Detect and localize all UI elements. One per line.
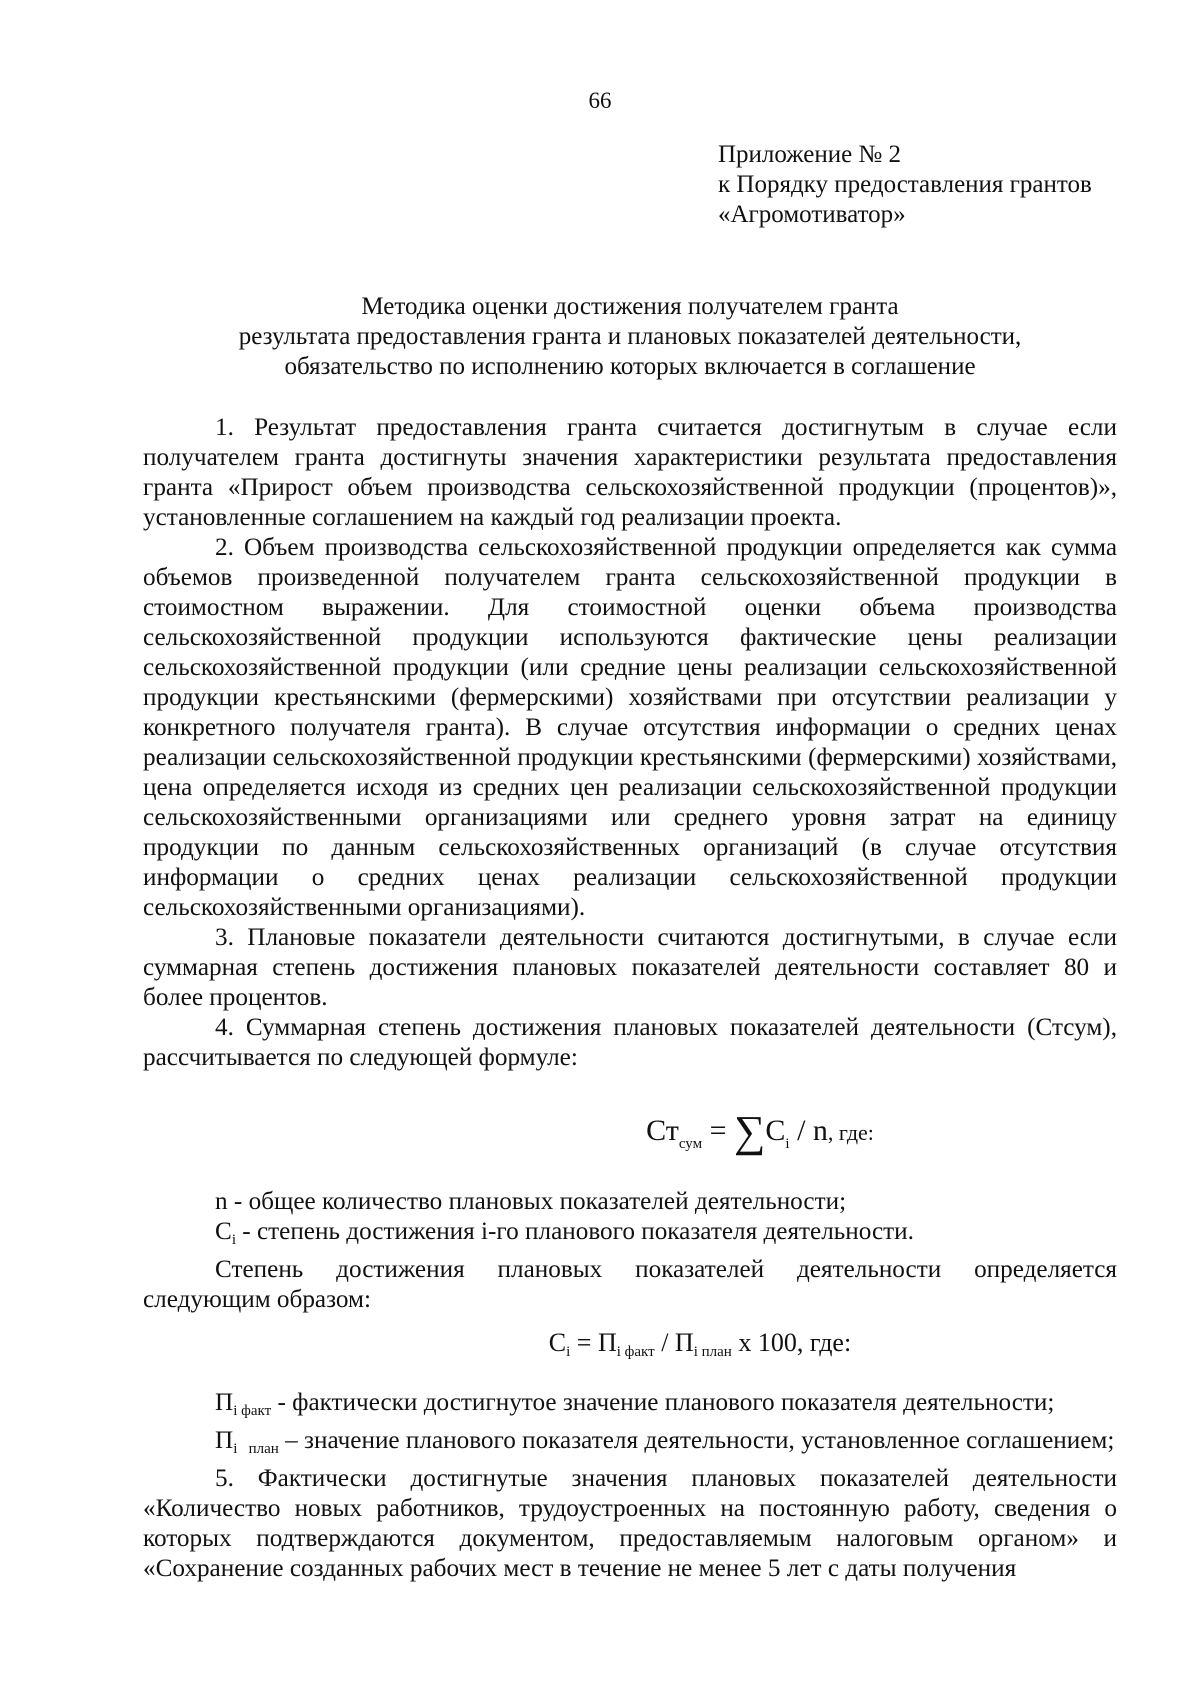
definition-plan (143, 1426, 1117, 1464)
appendix-line-1: Приложение № 2 (718, 141, 902, 168)
definition-plan-text: – значение планового показателя деятельности, установленное соглашением; (278, 1427, 1115, 1454)
ci-symbol-sub: i (231, 1232, 236, 1248)
paragraph-degree: Степень достижения плановых показателей деятельности определяется следующим образом: (143, 1256, 1117, 1313)
definition-fact (143, 1388, 1117, 1426)
p-fact-sub: i факт (233, 1403, 272, 1419)
title-line-2: результата предоставления гранта и плановых показателей деятельности, (238, 323, 1022, 350)
formula-2-rest: x 100, где: (731, 1328, 852, 1357)
document-body (143, 413, 1117, 1584)
formula-degree (143, 1325, 1117, 1370)
sigma-symbol: ∑ (734, 1107, 766, 1156)
formula-1-lhs: Ст (646, 1114, 679, 1147)
appendix-line-3: «Агромотиватор» (718, 201, 906, 228)
paragraph-3: 3. Плановые показатели деятельности считаются достигнутыми, в случае если суммарная степень достижения плановых показателей деятельности составляет 80 и более процентов. (143, 924, 1117, 1011)
appendix-header (718, 140, 1092, 230)
definition-fact-text: - фактически достигнутое значение планового показателя деятельности; (271, 1389, 1055, 1416)
formula-1-term-sub: i (785, 1136, 790, 1152)
definition-ci-text: - степень достижения i-го планового показателя деятельности. (235, 1218, 914, 1245)
formula-1-tail: , где: (827, 1120, 874, 1145)
appendix-line-2: к Порядку предоставления грантов (718, 171, 1092, 198)
ci-symbol: C (215, 1218, 232, 1245)
title-line-3: обязательство по исполнению которых включается в соглашение (284, 353, 976, 380)
page-number: 66 (588, 88, 612, 113)
formula-2-lhs: C (548, 1328, 567, 1357)
document-title (140, 292, 1120, 382)
formula-2-plan-sub: i план (693, 1344, 732, 1360)
paragraph-5: 5. Фактически достигнутые значения плановых показателей деятельности «Количество новых работников, трудоустроенных на постоянную работу, сведения о которых подтверждаются документом, предоставляемым налоговым органом» и «Сохранение созданных рабочих мест в течение не менее 5 лет с даты получения (143, 1465, 1117, 1582)
formula-sum-degree (143, 1101, 1117, 1161)
p-plan-sub: i план (233, 1441, 279, 1457)
paragraph-1: 1. Результат предоставления гранта считается достигнутым в случае если получателем гранта достигнуты значения характеристики результата предоставления гранта «Прирост объем производства сельскохозяйственной продукции (процентов)», установленные соглашением на каждый год реализации проекта. (143, 414, 1117, 531)
formula-2-fact-sub: i факт (616, 1344, 655, 1360)
definition-ci (143, 1217, 1117, 1255)
definition-n: n - общее количество плановых показателей деятельности; (215, 1188, 847, 1215)
formula-2-lhs-sub: i (566, 1344, 571, 1360)
formula-2-div: / П (654, 1328, 694, 1357)
formula-1-eq: = (702, 1114, 734, 1147)
p-plan-symbol: П (215, 1427, 234, 1454)
formula-1-rest: / n (789, 1114, 828, 1147)
formula-1-term: C (765, 1114, 786, 1147)
paragraph-4: 4. Суммарная степень достижения плановых показателей деятельности (Стсум), рассчитывается по следующей формуле: (143, 1014, 1117, 1071)
formula-2-eq: = П (570, 1328, 617, 1357)
paragraph-2: 2. Объем производства сельскохозяйственной продукции определяется как сумма объемов произведенной получателем гранта сельскохозяйственной продукции в стоимостном выражении. Для стоимостной оценки объема производства сельскохозяйственной продукции используются фактические цены реализации сельскохозяйственной продукции (или средние цены реализации сельскохозяйственной продукции крестьянскими (фермерскими) хозяйствами при отсутствии реализации у конкретного получателя гранта). В случае отсутствия информации о средних ценах реализации сельскохозяйственной продукции крестьянскими (фермерскими) хозяйствами, цена определяется исходя из средних цен реализации сельскохозяйственной продукции сельскохозяйственными организациями или среднего уровня затрат на единицу продукции по данным сельскохозяйственных организаций (в случае отсутствия информации о средних ценах реализации сельскохозяйственной продукции сельскохозяйственными организациями). (143, 534, 1117, 921)
p-fact-symbol: П (215, 1389, 234, 1416)
title-line-1: Методика оценки достижения получателем гранта (361, 293, 899, 320)
formula-1-lhs-sub: сум (678, 1136, 703, 1152)
